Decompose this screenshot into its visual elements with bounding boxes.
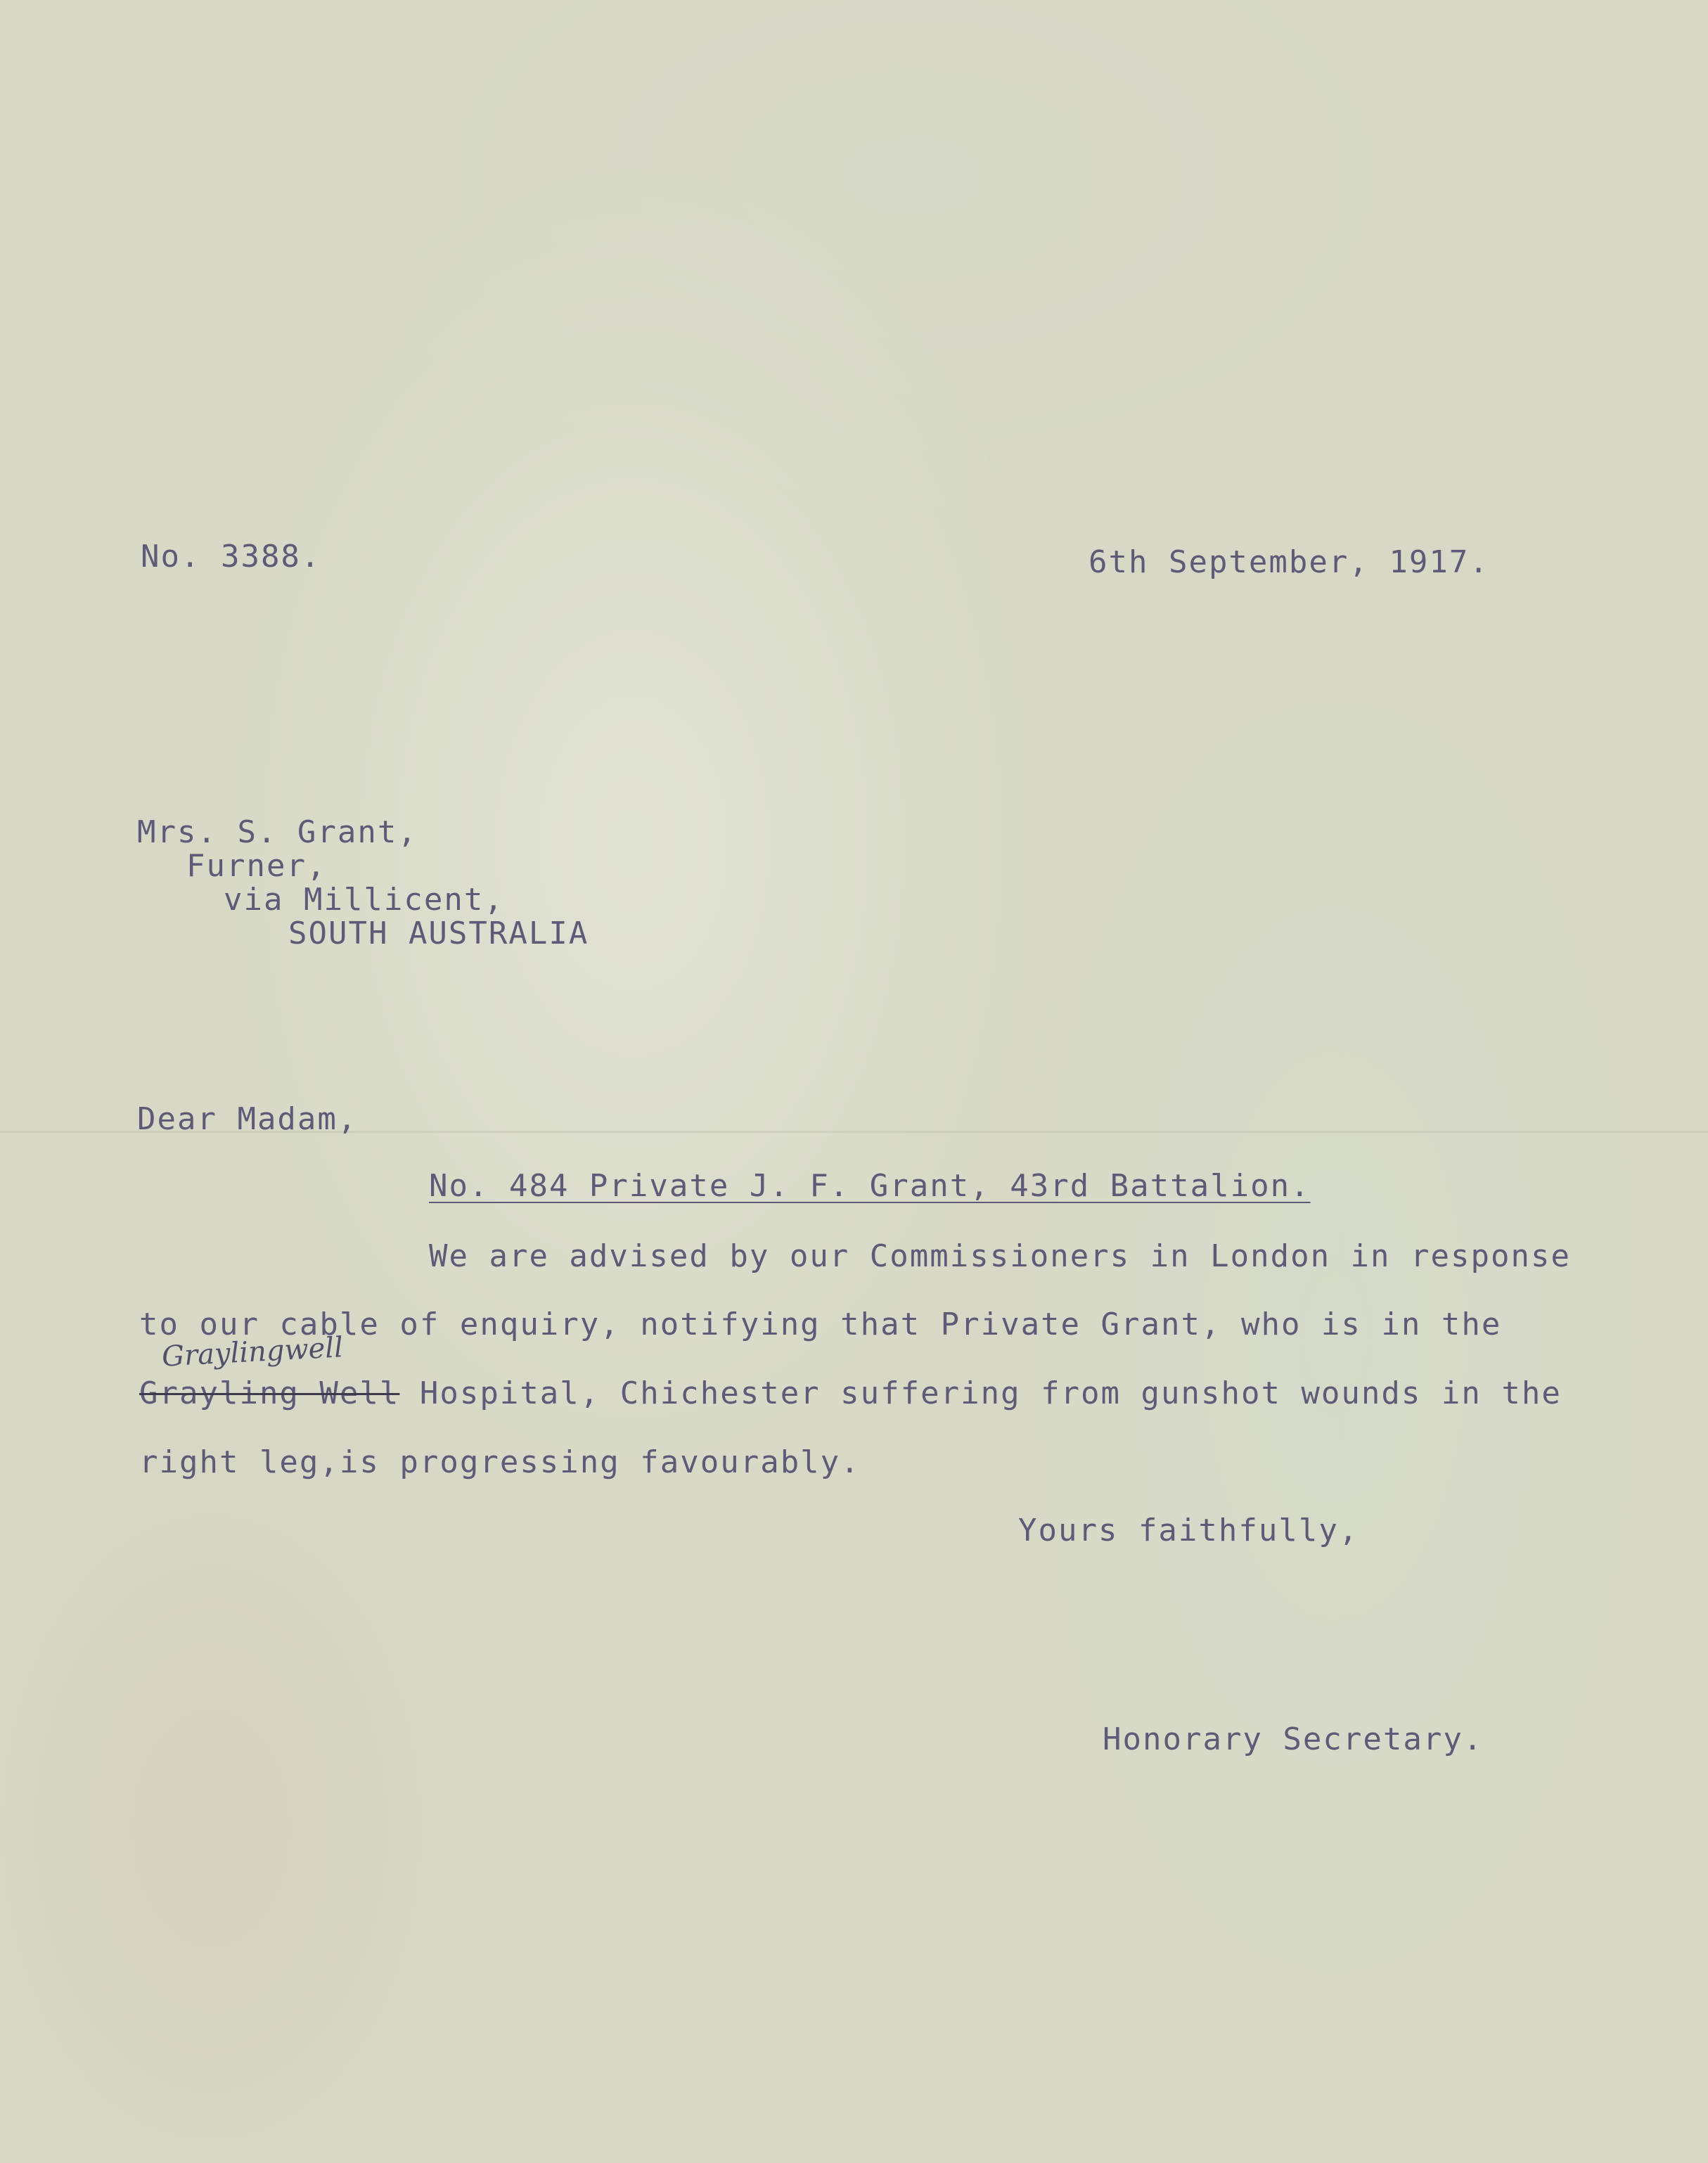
address-line-name: Mrs. S. Grant, [137,814,418,850]
reference-number: No. 3388. [141,539,321,575]
body-line-3-text: Hospital, Chichester suffering from gunshot wounds in the [399,1375,1562,1411]
salutation: Dear Madam, [137,1101,358,1137]
body-line-2: to our cable of enquiry, notifying that Private Grant, who is in the [139,1307,1502,1342]
address-line-locality: Furner, [186,848,327,884]
handwritten-correction: Graylingwell [160,1331,344,1373]
address-line-town: via Millicent, [224,882,504,918]
struck-hospital-name: Grayling Well [139,1375,400,1411]
letter-date: 6th September, 1917. [1089,544,1489,580]
body-line-4: right leg,is progressing favourably. [139,1444,861,1480]
subject-line: No. 484 Private J. F. Grant, 43rd Battalion. [429,1168,1311,1204]
body-line-3 [139,1375,1562,1411]
address-line-state: SOUTH AUSTRALIA [288,916,589,951]
closing: Yours faithfully, [1018,1513,1359,1548]
signatory-title: Honorary Secretary. [1103,1721,1484,1757]
body-line-1: We are advised by our Commissioners in London in response [429,1238,1571,1274]
